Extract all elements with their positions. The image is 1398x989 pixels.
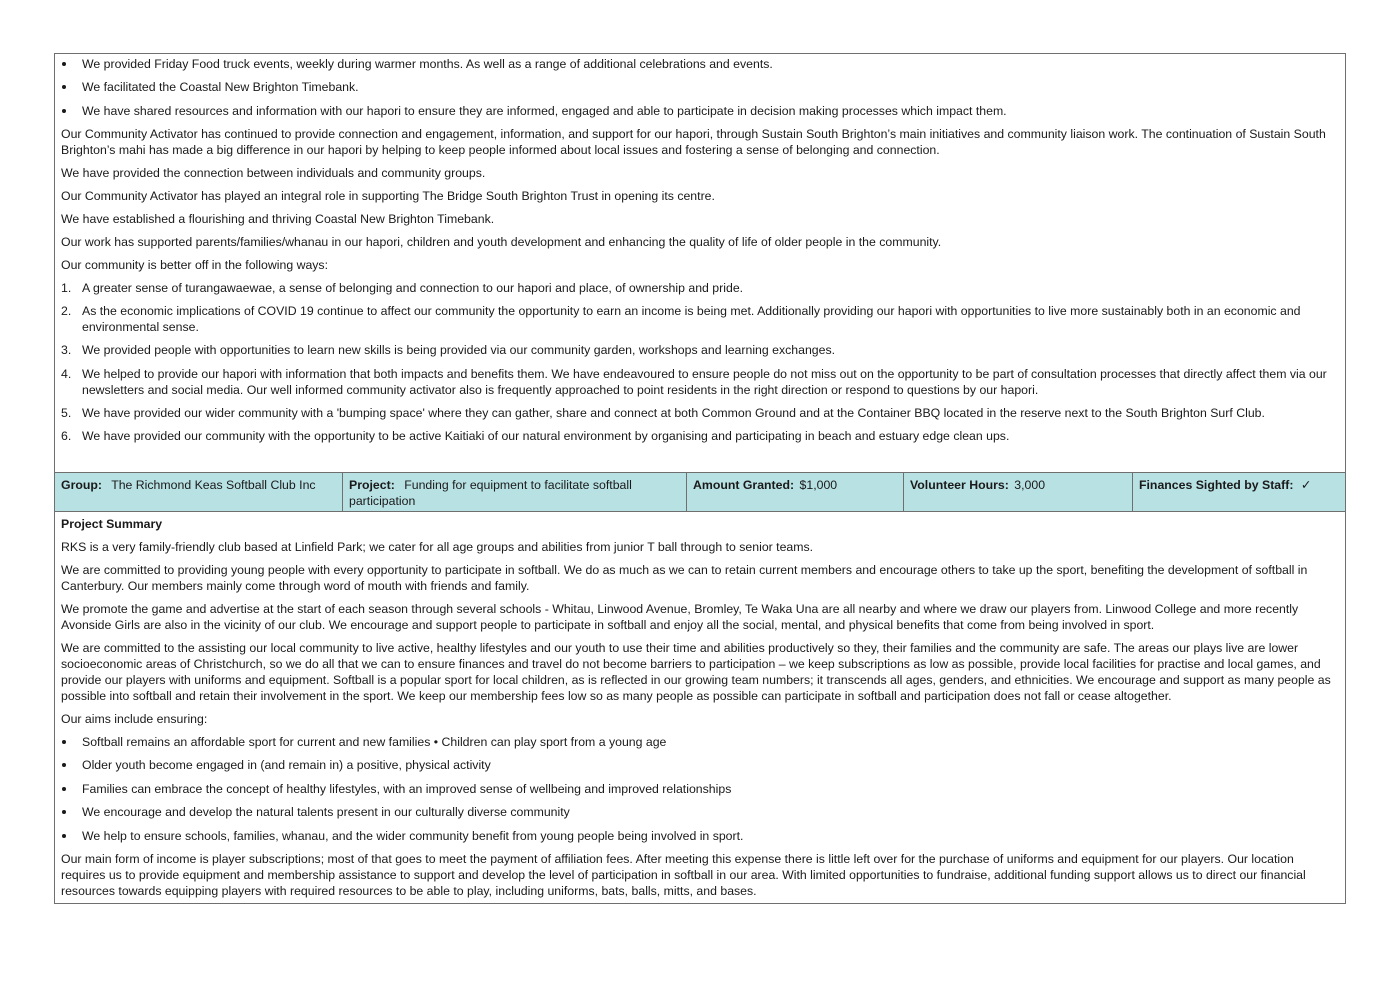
item-text: We have provided our wider community with a 'bumping space' where they can gather, share and connect at both Common Ground and at the Container BBQ located in the reserve next to the South Brighton Surf Club. (82, 406, 1265, 421)
list-item: We encourage and develop the natural talents present in our culturally diverse community (61, 804, 1339, 820)
paragraph: Our community is better off in the following ways: (61, 257, 329, 272)
amount-label: Amount Granted: (693, 477, 795, 492)
item-text: We have provided our community with the opportunity to be active Kaitiaki of our natural environment by organising and participating in beach and estuary edge clean ups. (82, 429, 1010, 444)
group-label: Group: (61, 477, 102, 492)
volunteer-hours-cell (904, 473, 1133, 511)
list-item (61, 428, 1339, 444)
item-number: 2. (61, 304, 72, 319)
list-item: We facilitated the Coastal New Brighton Timebank. (61, 79, 1339, 95)
amount-cell (687, 473, 904, 511)
paragraph: We promote the game and advertise at the start of each season through several schools - Whitau, Linwood Avenue, Bromley, Te Waka Una are all nearby and where we draw our players from. Linwood College and more recently Avonside Girls are also in the vicinity of our club. We encourage and support people to participate in softball and enjoy all the social, mental, and physical benefits that come from being involved in sport. (61, 601, 1299, 632)
list-item: Families can embrace the concept of healthy lifestyles, with an improved sense of wellbeing and improved relationships (61, 781, 1339, 797)
hours-value: 3,000 (1014, 477, 1046, 492)
item-number: 1. (61, 280, 72, 295)
list-item (61, 405, 1339, 421)
list-item (61, 303, 1339, 335)
finances-label: Finances Sighted by Staff: (1139, 477, 1294, 492)
item-number: 5. (61, 406, 72, 421)
list-item: We provided Friday Food truck events, weekly during warmer months. As well as a range of additional celebrations and events. (61, 56, 1339, 72)
item-text: A greater sense of turangawaewae, a sense of belonging and connection to our hapori and place, of ownership and pride. (82, 280, 744, 295)
project-summary (55, 512, 1345, 904)
outcomes-bullet-list (61, 56, 1339, 119)
group-cell (55, 473, 343, 511)
amount-value: $1,000 (799, 477, 838, 492)
project-cell (343, 473, 687, 511)
community-benefits-list (61, 280, 1339, 444)
list-item: We have shared resources and information with our hapori to ensure they are informed, engaged and able to participate in decision making processes which impact them. (61, 103, 1339, 119)
finances-cell (1133, 473, 1345, 511)
item-text: As the economic implications of COVID 19 continue to affect our community the opportunity to earn an income is being met. Additionally providing our hapori with opportunities to live more sustainably both in an economic and environmental sense. (82, 304, 1301, 335)
paragraph: Our work has supported parents/families/whanau in our hapori, children and youth development and enhancing the quality of life of older people in the community. (61, 234, 942, 249)
paragraph: We are committed to the assisting our local community to live active, healthy lifestyles and our youth to use their time and abilities productively so they, their families and the community are safe. The areas our plays live are lower socioeconomic areas of Christchurch, so we do all that we can to ensure finances and travel do not become barriers to participation – we keep subscriptions as low as possible, provide local facilities for practise and local games, and provide our players with uniforms and equipment. Softball is a popular sport for local children, as is reflected in our growing team numbers; it transcends all ages, genders, and ethnicities. We encourage and support as many people as possible into softball and retain their involvement in the sport. We keep our membership fees low so as many people as possible can participate in softball and participation does not fall or cease altogether. (61, 640, 1331, 703)
item-text: We helped to provide our hapori with information that both impacts and benefits them. We have endeavoured to ensure people do not miss out on the opportunity to be part of consultation processes that directly affect them via our newsletters and social media. Our well informed community activator also is frequently approached to point residents in the right direction or respond to questions by our hapori. (82, 366, 1327, 397)
paragraph: We are committed to providing young people with every opportunity to participate in softball. We do as much as we can to retain current members and encourage others to take up the sport, benefiting the development of softball in Canterbury. Our members mainly come through word of mouth with friends and family. (61, 562, 1308, 593)
paragraph: We have established a flourishing and thriving Coastal New Brighton Timebank. (61, 211, 495, 226)
paragraph: We have provided the connection between individuals and community groups. (61, 165, 486, 180)
list-item (61, 342, 1339, 358)
project-value: Funding for equipment to facilitate softball participation (349, 477, 632, 508)
list-item: Softball remains an affordable sport for current and new families • Children can play sport from a young age (61, 734, 1339, 750)
list-item: Older youth become engaged in (and remain in) a positive, physical activity (61, 757, 1339, 773)
paragraph: Our aims include ensuring: (61, 711, 208, 726)
report-table (54, 53, 1346, 904)
grant-header-row (55, 472, 1345, 512)
list-item: We help to ensure schools, families, whanau, and the wider community benefit from young people being involved in sport. (61, 828, 1339, 844)
previous-project-outcomes (55, 54, 1345, 472)
item-text: We provided people with opportunities to learn new skills is being provided via our community garden, workshops and learning exchanges. (82, 343, 836, 358)
summary-title: Project Summary (61, 516, 163, 531)
item-number: 6. (61, 429, 72, 444)
hours-label: Volunteer Hours: (910, 477, 1009, 492)
list-item (61, 366, 1339, 398)
paragraph: Our Community Activator has played an integral role in supporting The Bridge South Brighton Trust in opening its centre. (61, 188, 715, 203)
item-number: 4. (61, 366, 72, 381)
checkmark-icon: ✓ (1300, 477, 1312, 492)
item-number: 3. (61, 343, 72, 358)
paragraph: RKS is a very family-friendly club based at Linfield Park; we cater for all age groups and abilities from junior T ball through to senior teams. (61, 539, 814, 554)
project-label: Project: (349, 477, 395, 492)
aims-bullet-list (61, 734, 1339, 844)
group-value: The Richmond Keas Softball Club Inc (111, 477, 316, 492)
paragraph: Our main form of income is player subscriptions; most of that goes to meet the payment of affiliation fees. After meeting this expense there is little left over for the purchase of uniforms and equipment for our players. Our location requires us to provide equipment and membership assistance to support and develop the level of participation in softball in our area. With limited opportunities to fundraise, additional funding support allows us to direct our financial resources towards equipping players with required resources to be able to play, including uniforms, bats, balls, mitts, and bases. (61, 852, 1306, 899)
list-item (61, 280, 1339, 296)
paragraph: Our Community Activator has continued to provide connection and engagement, information, and support for our hapori, through Sustain South Brighton’s main initiatives and community liaison work. The continuation of Sustain South Brighton’s mahi has made a big difference in our hapori by helping to keep people informed about local issues and fostering a sense of belonging and connection. (61, 126, 1326, 157)
